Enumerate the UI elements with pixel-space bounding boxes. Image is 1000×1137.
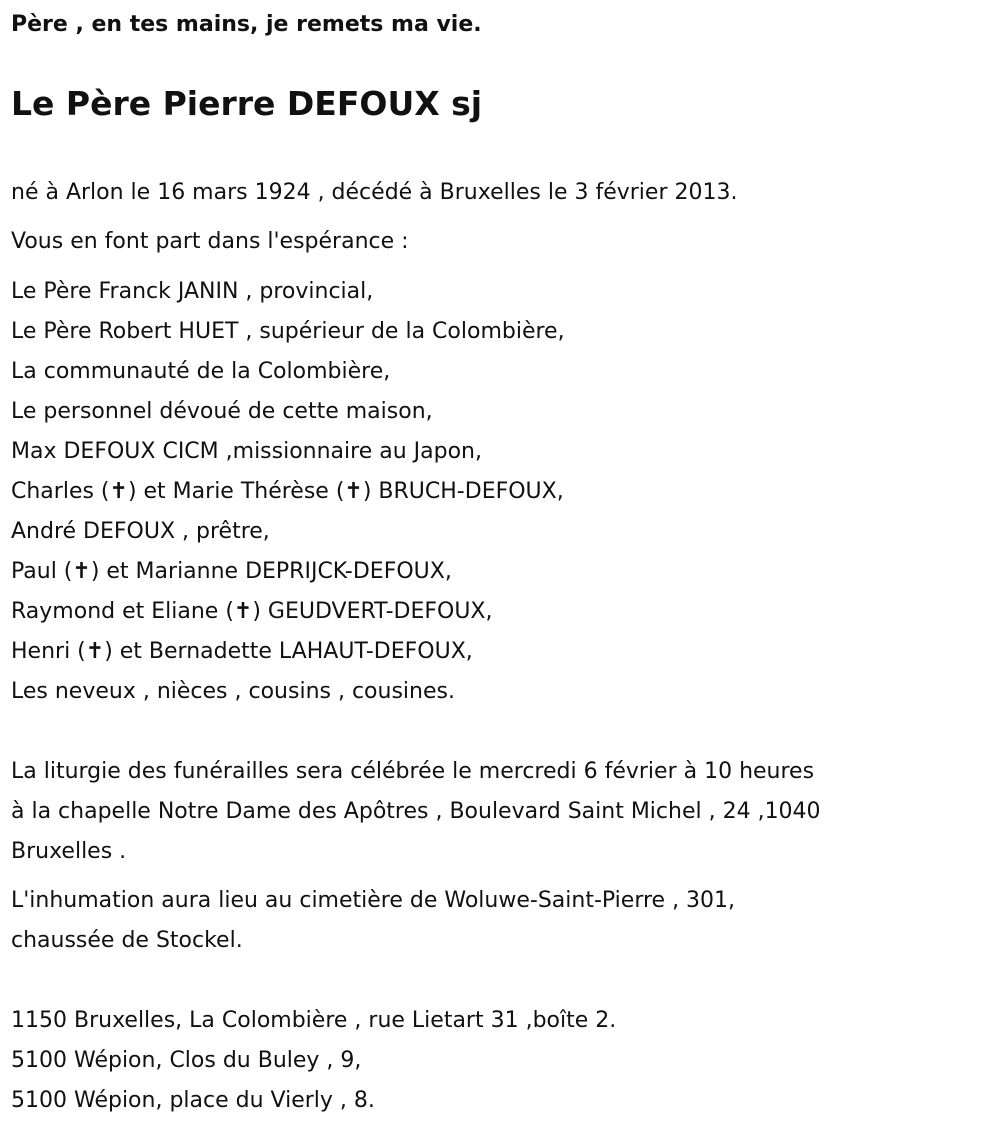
burial-line: L'inhumation aura lieu au cimetière de Woluwe-Saint-Pierre , 301, (11, 888, 736, 913)
funeral-line: La liturgie des funérailles sera célébrée le mercredi 6 février à 10 heures (11, 759, 815, 784)
burial-section (11, 881, 735, 961)
announcement-section (11, 222, 409, 262)
funeral-line: Bruxelles . (11, 839, 127, 864)
epigraph: Père , en tes mains, je remets ma vie. (11, 12, 482, 37)
list-item: Les neveux , nièces , cousins , cousines. (11, 679, 455, 704)
list-item: Raymond et Eliane (✝) GEUDVERT-DEFOUX, (11, 599, 493, 624)
list-item: Le personnel dévoué de cette maison, (11, 399, 433, 424)
list-item: Le Père Franck JANIN , provincial, (11, 279, 374, 304)
address-line: 5100 Wépion, Clos du Buley , 9, (11, 1048, 362, 1073)
birth-death-line: né à Arlon le 16 mars 1924 , décédé à Bruxelles le 3 février 2013. (11, 180, 738, 205)
burial-line: chaussée de Stockel. (11, 928, 243, 953)
list-item: Paul (✝) et Marianne DEPRIJCK-DEFOUX, (11, 559, 452, 584)
list-item: Charles (✝) et Marie Thérèse (✝) BRUCH-DEFOUX, (11, 479, 564, 504)
list-item: Max DEFOUX CICM ,missionnaire au Japon, (11, 439, 482, 464)
mourners-list (11, 272, 565, 712)
funeral-section (11, 752, 821, 872)
list-item: André DEFOUX , prêtre, (11, 519, 270, 544)
address-line: 1150 Bruxelles, La Colombière , rue Lietart 31 ,boîte 2. (11, 1008, 617, 1033)
list-item: Le Père Robert HUET , supérieur de la Colombière, (11, 319, 565, 344)
address-line: 5100 Wépion, place du Vierly , 8. (11, 1088, 375, 1113)
birth-death-section (11, 173, 737, 213)
announcement-intro: Vous en font part dans l'espérance : (11, 229, 409, 254)
list-item: Henri (✝) et Bernadette LAHAUT-DEFOUX, (11, 639, 473, 664)
list-item: La communauté de la Colombière, (11, 359, 391, 384)
deceased-name: Le Père Pierre DEFOUX sj (11, 84, 483, 123)
funeral-line: à la chapelle Notre Dame des Apôtres , Boulevard Saint Michel , 24 ,1040 (11, 799, 821, 824)
addresses-section (11, 1001, 616, 1121)
